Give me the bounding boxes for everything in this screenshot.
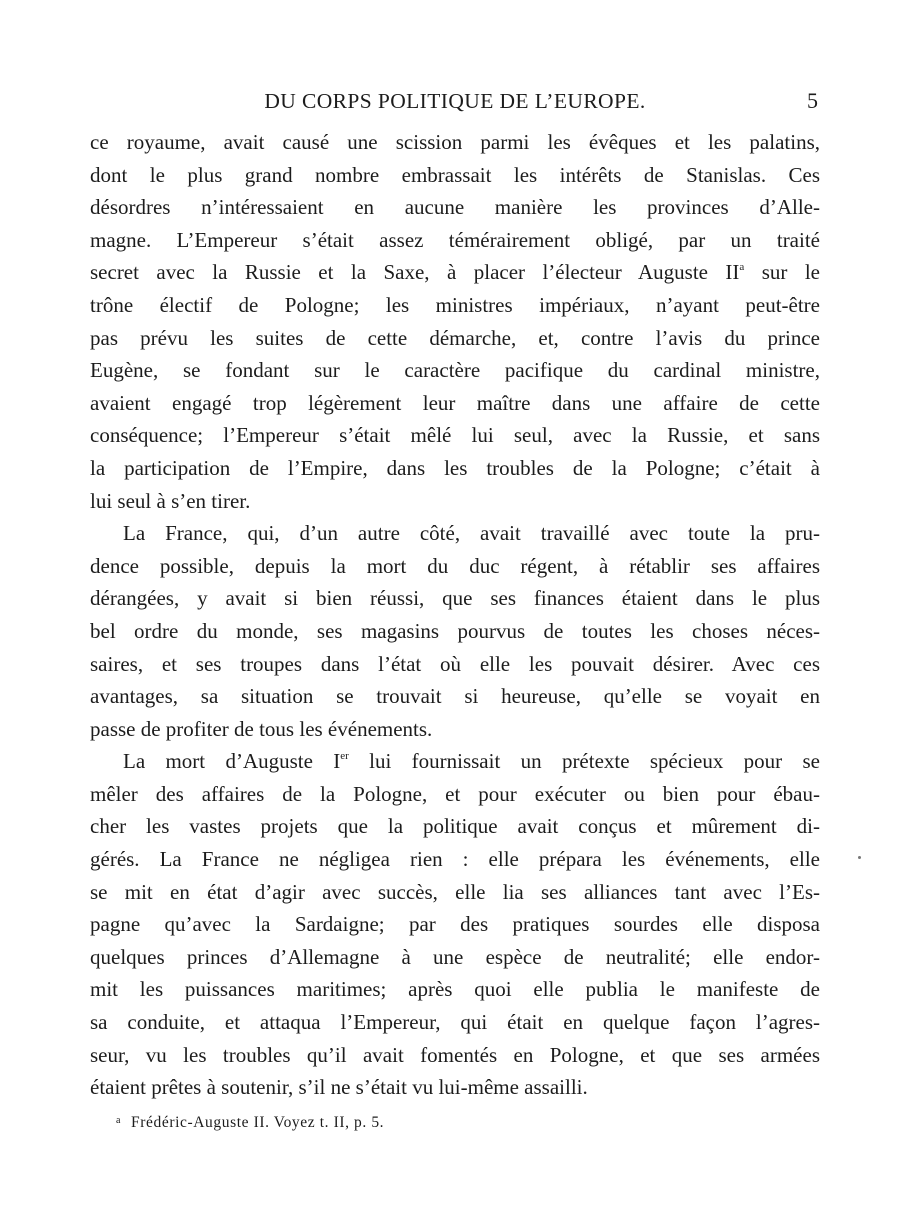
text-line: trône électif de Pologne; les ministres impériaux, n’ayant peut-être [90,292,820,317]
body-text [90,126,820,1104]
footnote [116,1110,384,1134]
text-line: pas prévu les suites de cette démarche, et, contre l’avis du prince [90,325,820,350]
paragraph [90,126,820,517]
text-line: Eugène, se fondant sur le caractère pacifique du cardinal ministre, [90,358,820,383]
paragraph [90,745,820,1104]
text-line: cher les vastes projets que la politique avait conçus et mûrement di- [90,814,820,839]
text-line: seur, vu les troubles qu’il avait fomentés en Pologne, et que ses armées [90,1042,820,1067]
text-line: mit les puissances maritimes; après quoi elle publia le manifeste de [90,977,820,1002]
text-line: ce royaume, avait causé une scission parmi les évêques et les palatins, [90,130,820,154]
text-run: sur le [761,260,820,285]
text-line: sa conduite, et attaqua l’Empereur, qui était en quelque façon l’agres- [90,1010,820,1035]
text-line: pagne qu’avec la Sardaigne; par des pratiques sourdes elle disposa [90,912,820,937]
text-line-with-ordinal [90,745,820,778]
text-line: la participation de l’Empire, dans les troubles de la Pologne; c’était à [90,455,820,480]
text-line: magne. L’Empereur s’était assez témérairement obligé, par un traité [90,227,820,252]
text-line: quelques princes d’Allemagne à une espèce de neutralité; elle endor- [90,944,820,969]
footnote-mark: a [116,1115,122,1126]
text-line: se mit en état d’agir avec succès, elle lia ses alliances tant avec l’Es- [90,879,820,904]
text-line: La France, qui, d’un autre côté, avait travaillé avec toute la pru- [123,521,820,546]
text-line: mêler des affaires de la Pologne, et pour exécuter ou bien pour ébau- [90,781,820,806]
text-line: dence possible, depuis la mort du duc régent, à rétablir ses affaires [90,553,820,578]
footnote-reference: a [739,261,745,274]
text-run: La mort d’Auguste I [123,749,341,774]
text-line: passe de profiter de tous les événements. [90,716,433,741]
text-run: lui fournissait un prétexte spécieux pour se [369,749,820,774]
text-run: secret avec la Russie et la Saxe, à placer l’électeur Auguste II [90,260,740,285]
text-line: bel ordre du monde, ses magasins pourvus de toutes les choses néces- [90,618,820,643]
text-line: avaient engagé trop légèrement leur maître dans une affaire de cette [90,390,820,415]
text-line: conséquence; l’Empereur s’était mêlé lui seul, avec la Russie, et sans [90,423,820,448]
footnote-text: Frédéric-Auguste II. Voyez t. II, p. 5. [131,1114,385,1131]
running-title: DU CORPS POLITIQUE DE L’EUROPE. [264,89,646,113]
ordinal-superscript: er [340,750,349,763]
text-line: dont le plus grand nombre embrassait les intérêts de Stanislas. Ces [90,162,820,187]
running-head [90,86,820,118]
paragraph [90,517,820,745]
text-line: étaient prêtes à soutenir, s’il ne s’était vu lui-même assailli. [90,1075,588,1100]
text-line: saires, et ses troupes dans l’état où elle les pouvait désirer. Avec ces [90,651,820,676]
margin-speck [858,856,861,859]
text-line: lui seul à s’en tirer. [90,488,251,513]
text-line: avantages, sa situation se trouvait si heureuse, qu’elle se voyait en [90,684,820,709]
text-line: dérangées, y avait si bien réussi, que ses finances étaient dans le plus [90,586,820,611]
text-line: désordres n’intéressaient en aucune manière les provinces d’Alle- [90,195,820,220]
text-line: gérés. La France ne négligea rien : elle prépara les événements, elle [90,847,820,872]
page-number: 5 [807,88,818,113]
text-line-with-footnote [90,256,820,289]
